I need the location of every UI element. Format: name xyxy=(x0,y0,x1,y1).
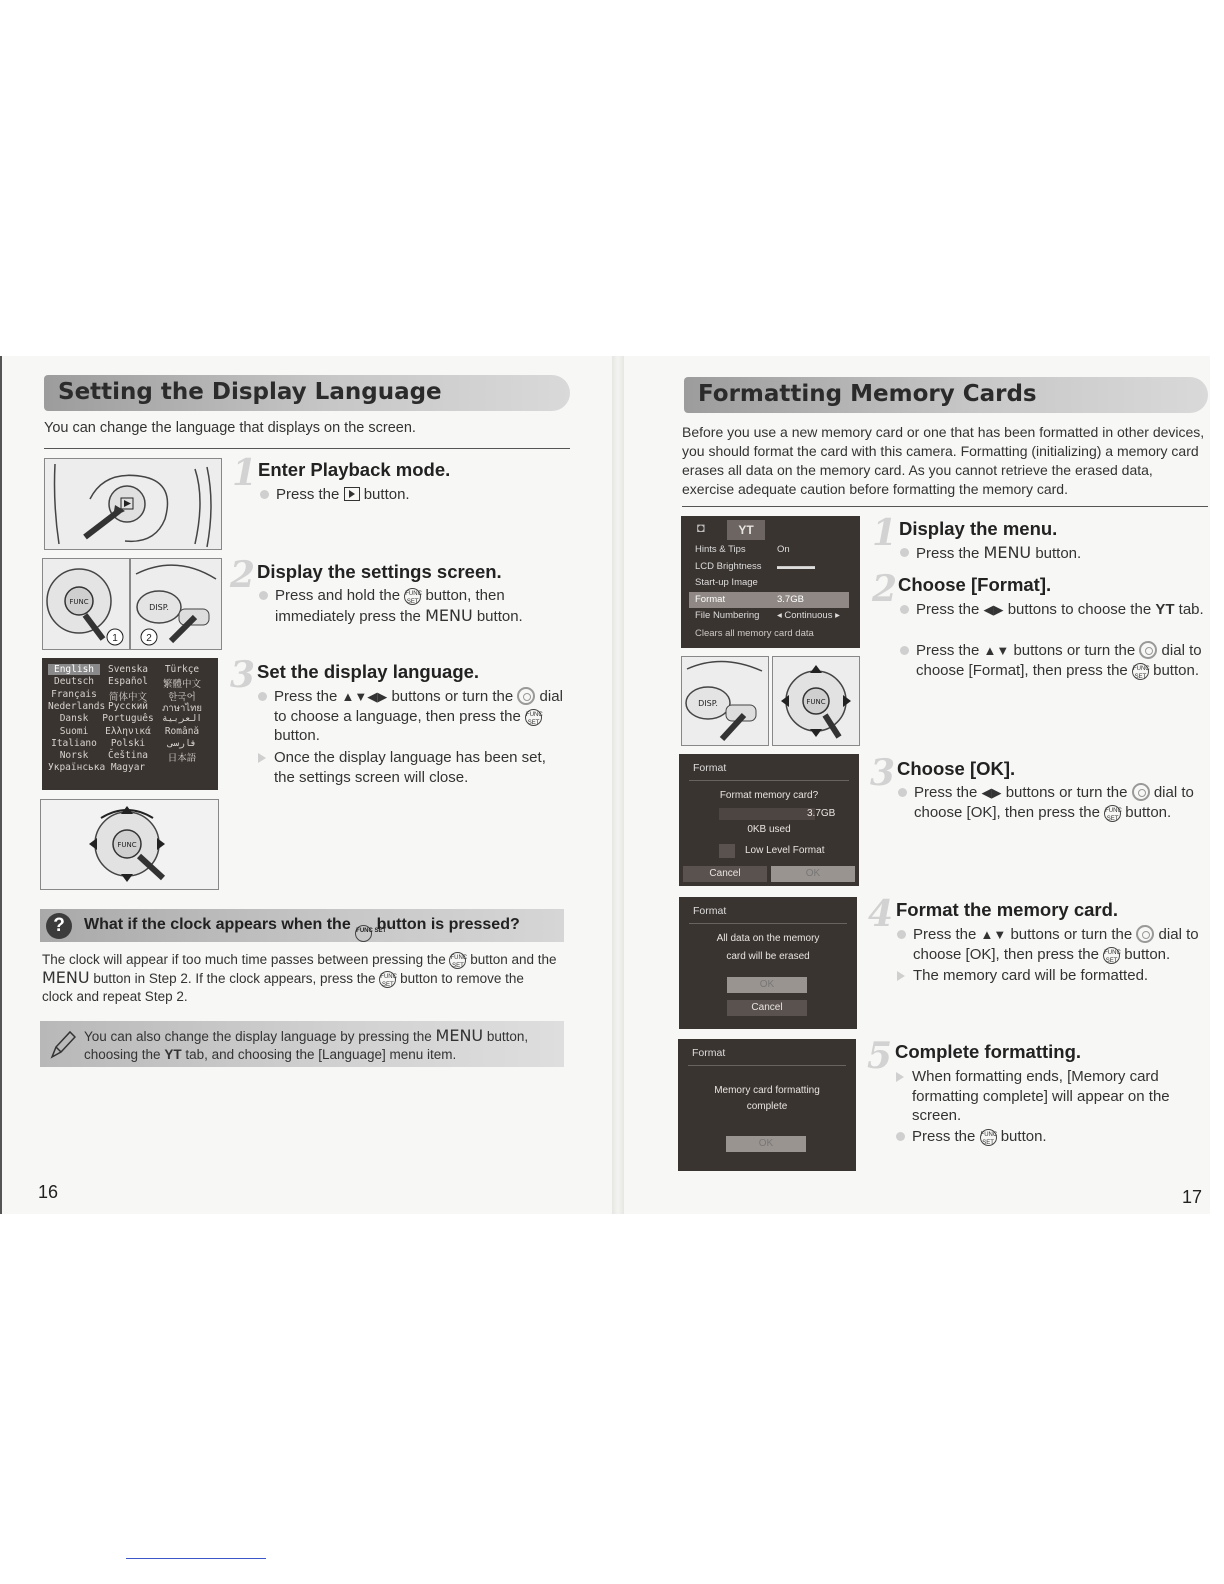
text: dial to choose [OK], then press the xyxy=(914,784,1194,821)
text: buttons to choose the xyxy=(1007,601,1152,618)
text: dial to choose [OK], then press the xyxy=(913,926,1199,963)
language-option[interactable]: Türkçe xyxy=(164,664,200,675)
language-option[interactable]: Dansk xyxy=(59,713,89,725)
language-option[interactable]: Español xyxy=(107,676,149,688)
text: Press the xyxy=(916,545,980,562)
language-option[interactable]: Magyar xyxy=(110,762,146,774)
text: Press the xyxy=(274,688,338,705)
erase-screen-title: Format xyxy=(693,905,727,917)
func-set-icon: FUNC SET xyxy=(980,1129,997,1146)
svg-text:FUNC: FUNC xyxy=(69,598,89,606)
used-space: 0KB used xyxy=(747,824,791,835)
text: button and the xyxy=(470,952,557,967)
language-option[interactable]: Українська xyxy=(48,762,106,774)
right-step5-title: Complete formatting. xyxy=(895,1041,1082,1062)
menu-button-drawing xyxy=(682,657,768,745)
text: tab. xyxy=(1178,601,1204,618)
left-step1-number: 1 xyxy=(232,452,258,494)
right-step4-bullet2: The memory card will be formatted. xyxy=(913,966,1203,986)
left-step1-title: Enter Playback mode. xyxy=(258,459,451,480)
question-icon: ? xyxy=(46,913,72,939)
control-dial-icon xyxy=(1139,641,1157,659)
capacity-bar xyxy=(719,808,815,820)
right-page-title: Formatting Memory Cards xyxy=(698,381,1037,407)
format-confirm-screen xyxy=(679,754,859,886)
right-step4-number: 4 xyxy=(868,893,894,935)
ok-button[interactable]: OK xyxy=(771,866,855,882)
right-step3-bullet xyxy=(914,783,1208,822)
text: Press the xyxy=(914,784,978,801)
low-level-label: Low Level Format xyxy=(745,845,825,856)
menu-help-text: Clears all memory card data xyxy=(695,628,814,639)
left-page-title: Setting the Display Language xyxy=(58,379,442,405)
svg-text:2: 2 xyxy=(146,633,152,644)
language-option[interactable]: 日本語 xyxy=(167,753,197,765)
right-intro: Before you use a new memory card or one that has been formatted in other devices, you should format the card with this camera. Formatting (initializing) a memory card erases all data on the memory card. As you cannot retrieve the erased data, exercise adequate caution before formatting the memory card. xyxy=(682,424,1205,497)
language-option[interactable]: العربية xyxy=(161,713,203,725)
tools-tab-icon: ΥΤ xyxy=(164,1047,182,1062)
text: buttons or turn the xyxy=(1005,784,1128,801)
right-step3-number: 3 xyxy=(870,752,896,794)
text: What if the clock appears when the xyxy=(84,916,351,933)
right-step3-title: Choose [OK]. xyxy=(897,758,1016,779)
menu-button-label: MENU xyxy=(983,543,1032,562)
text: buttons or turn the xyxy=(1010,926,1133,943)
menu-row[interactable] xyxy=(689,592,849,608)
left-right-arrows-icon: ◀▶ xyxy=(983,602,1004,617)
faq-bar xyxy=(40,909,564,942)
menu-row-label: Format xyxy=(695,593,726,605)
left-page-number: 16 xyxy=(38,1182,59,1202)
tools-tab-icon: ΥΤ xyxy=(1155,601,1175,618)
right-title-bar xyxy=(684,377,1208,413)
text: button, choosing the xyxy=(84,1029,529,1062)
menu-row-label: Start-up Image xyxy=(695,577,758,588)
playback-icon xyxy=(344,487,360,501)
language-option[interactable]: ภาษาไทย xyxy=(162,702,202,714)
text: button. xyxy=(1153,661,1199,679)
left-step3-bullet2: Once the display language has been set, the settings screen will close. xyxy=(274,748,564,787)
left-rule xyxy=(44,448,570,449)
complete-screen-title: Format xyxy=(692,1047,726,1059)
menu-row[interactable] xyxy=(689,575,849,591)
text: dial to choose a language, then press the xyxy=(274,688,563,725)
language-option[interactable]: Português xyxy=(102,713,154,725)
text: button. xyxy=(1124,945,1171,963)
text: Press the xyxy=(913,926,977,943)
menu-button-label: MENU xyxy=(435,1026,484,1045)
right-step5-bullet1: When formatting ends, [Memory card formatting complete] will appear on the screen. xyxy=(912,1067,1200,1126)
left-step3-number: 3 xyxy=(230,654,256,696)
text: Press the xyxy=(916,642,980,659)
left-step2-bullet xyxy=(275,586,567,626)
left-step3-bullet1 xyxy=(274,687,566,746)
svg-text:DISP.: DISP. xyxy=(698,699,718,708)
language-option[interactable]: English xyxy=(48,664,100,675)
menu-row-value: ◂ Continuous ▸ xyxy=(777,610,840,621)
func-button-illustration xyxy=(42,558,130,650)
left-step2-number: 2 xyxy=(230,554,256,596)
menu-row-value: On xyxy=(777,544,790,555)
pencil-note-icon xyxy=(48,1029,76,1061)
cancel-button[interactable]: Cancel xyxy=(683,866,767,882)
right-step5-number: 5 xyxy=(867,1035,893,1077)
cancel-button[interactable]: Cancel xyxy=(727,1000,807,1016)
settings-menu-screen xyxy=(681,516,860,648)
text: dial to choose [Format], then press the xyxy=(916,642,1202,679)
text: button. xyxy=(1035,545,1082,562)
func-dial-drawing xyxy=(43,559,129,649)
complete-line2: complete xyxy=(746,1101,788,1112)
divider xyxy=(689,780,849,781)
func-set-icon: FUNC SET xyxy=(1104,805,1121,822)
func-set-icon: FUNC SET xyxy=(1132,663,1149,680)
text: button. xyxy=(363,486,410,503)
text: button. xyxy=(274,727,320,744)
menu-row[interactable] xyxy=(689,542,849,558)
up-down-arrows-icon: ▲▼ xyxy=(980,927,1007,942)
menu-row-label: Hints & Tips xyxy=(695,544,746,555)
right-step4-bullet1 xyxy=(913,925,1209,964)
menu-row-value: 3.7GB xyxy=(777,593,804,605)
menu-row-value: ▬▬▬▬ xyxy=(777,560,815,572)
format-screen-title: Format xyxy=(693,762,727,774)
text: button to remove the clock and repeat Step 2. xyxy=(42,971,524,1004)
language-option[interactable]: 한국어 xyxy=(168,691,196,703)
menu-row-label: LCD Brightness xyxy=(695,560,762,572)
text: Press the xyxy=(916,601,980,618)
language-option[interactable]: Ελληνικά xyxy=(105,725,151,737)
text: The clock will appear if too much time passes between pressing the xyxy=(42,952,446,967)
left-intro: You can change the language that displays on the screen. xyxy=(44,420,416,436)
right-step1-number: 1 xyxy=(872,512,898,554)
left-step1-bullet xyxy=(276,485,566,505)
left-step2-title: Display the settings screen. xyxy=(257,561,502,582)
text: button is pressed? xyxy=(376,916,520,933)
right-step1-bullet xyxy=(916,543,1206,564)
control-dial-icon xyxy=(517,687,535,705)
text: Press the xyxy=(276,486,340,503)
language-selection-screen xyxy=(42,658,218,790)
ok-button[interactable]: OK xyxy=(727,977,807,993)
language-option[interactable]: Suomi xyxy=(59,725,89,737)
menu-button-illustration-right xyxy=(681,656,769,746)
right-step5-bullet2 xyxy=(912,1127,1200,1147)
complete-line1: Memory card formatting xyxy=(714,1085,820,1096)
text: button, then xyxy=(425,587,505,604)
language-option[interactable]: Nederlands xyxy=(48,700,106,712)
left-title-bar xyxy=(44,375,570,411)
text: button in Step 2. If the clock appears, press the xyxy=(93,971,376,986)
faq-title xyxy=(84,916,520,942)
ok-button[interactable]: OK xyxy=(726,1136,806,1152)
dial-illustration-right xyxy=(772,656,860,746)
right-rule xyxy=(682,506,1208,507)
language-option[interactable]: Svenska xyxy=(107,664,149,675)
menu-row[interactable] xyxy=(689,608,849,624)
language-option[interactable]: Čeština xyxy=(107,750,149,762)
text: tab, and choosing the [Language] menu item. xyxy=(185,1047,457,1062)
right-step2-bullet2 xyxy=(916,641,1206,680)
func-set-icon: FUNC SET xyxy=(525,709,542,726)
format-complete-screen xyxy=(678,1039,856,1171)
text: buttons or turn the xyxy=(1013,642,1136,659)
control-dial-icon xyxy=(1136,925,1154,943)
language-option[interactable]: 繁體中文 xyxy=(162,679,201,691)
text: button. xyxy=(1000,1128,1047,1145)
faq-answer xyxy=(42,951,558,1006)
func-set-icon: FUNC SET xyxy=(379,971,396,988)
menu-button-drawing xyxy=(131,559,221,649)
svg-text:DISP.: DISP. xyxy=(149,603,169,612)
card-capacity: 3.7GB xyxy=(807,808,836,819)
language-option[interactable]: Norsk xyxy=(59,750,89,762)
language-option[interactable]: Română xyxy=(164,725,200,737)
func-set-icon: FUNC SET xyxy=(355,925,372,942)
text: button. xyxy=(476,607,523,625)
playback-button-illustration xyxy=(44,458,222,550)
control-dial-icon xyxy=(1132,783,1150,801)
left-right-arrows-icon: ◀▶ xyxy=(981,785,1002,800)
svg-text:FUNC: FUNC xyxy=(117,841,137,849)
erase-warning-screen xyxy=(679,897,857,1029)
control-dial-drawing xyxy=(41,800,218,889)
right-step2-number: 2 xyxy=(872,568,898,610)
menu-button-label: MENU xyxy=(425,605,473,625)
func-set-icon: FUNC SET xyxy=(449,952,466,969)
erase-line1: All data on the memory xyxy=(716,933,820,944)
control-dial-drawing xyxy=(773,657,859,745)
divider xyxy=(689,923,847,924)
func-set-icon: FUNC SET xyxy=(404,588,421,605)
tools-tab: ΥΤ xyxy=(727,520,765,540)
right-step1-title: Display the menu. xyxy=(899,518,1058,539)
right-page-number: 17 xyxy=(1182,1187,1203,1207)
right-step2-title: Choose [Format]. xyxy=(898,574,1052,595)
menu-button-illustration xyxy=(130,558,222,650)
language-option[interactable]: فارسی xyxy=(167,737,197,749)
right-step2-bullet1 xyxy=(916,600,1206,620)
text: immediately press the xyxy=(275,607,421,625)
up-down-arrows-icon: ▲▼ xyxy=(983,643,1010,658)
func-set-icon: FUNC SET xyxy=(1103,947,1120,964)
bottom-link-underline xyxy=(126,1558,266,1559)
menu-row-label: File Numbering xyxy=(695,610,760,621)
divider xyxy=(688,1065,846,1066)
menu-row[interactable] xyxy=(689,559,849,575)
erase-line2: card will be erased xyxy=(726,951,810,962)
language-option[interactable]: Deutsch xyxy=(53,676,95,688)
text: Press and hold the xyxy=(275,587,401,604)
language-option[interactable]: Русский xyxy=(107,700,149,712)
arrow-buttons-icon: ▲▼◀▶ xyxy=(341,689,388,704)
language-option[interactable]: Français xyxy=(51,688,97,700)
low-level-checkbox[interactable] xyxy=(719,844,735,858)
text: You can also change the display language by pressing the xyxy=(84,1029,432,1044)
format-question: Format memory card? xyxy=(719,790,819,801)
right-step4-title: Format the memory card. xyxy=(896,899,1119,920)
dial-illustration xyxy=(40,799,219,890)
note-box xyxy=(40,1021,564,1067)
text: buttons or turn the xyxy=(391,688,514,705)
language-option[interactable]: Polski xyxy=(110,737,146,749)
camera-tab-icon: ◘ xyxy=(697,520,705,535)
language-option[interactable]: 简体中文 xyxy=(108,691,147,703)
left-step3-title: Set the display language. xyxy=(257,661,480,682)
text: Press the xyxy=(912,1128,976,1145)
svg-text:FUNC: FUNC xyxy=(806,698,826,706)
menu-button-label: MENU xyxy=(42,968,90,987)
note-text xyxy=(84,1027,560,1064)
page-binding xyxy=(612,356,624,1214)
svg-text:1: 1 xyxy=(112,633,118,644)
language-option[interactable]: Italiano xyxy=(51,737,97,749)
text: button. xyxy=(1125,803,1172,821)
camera-back-drawing xyxy=(45,459,221,549)
